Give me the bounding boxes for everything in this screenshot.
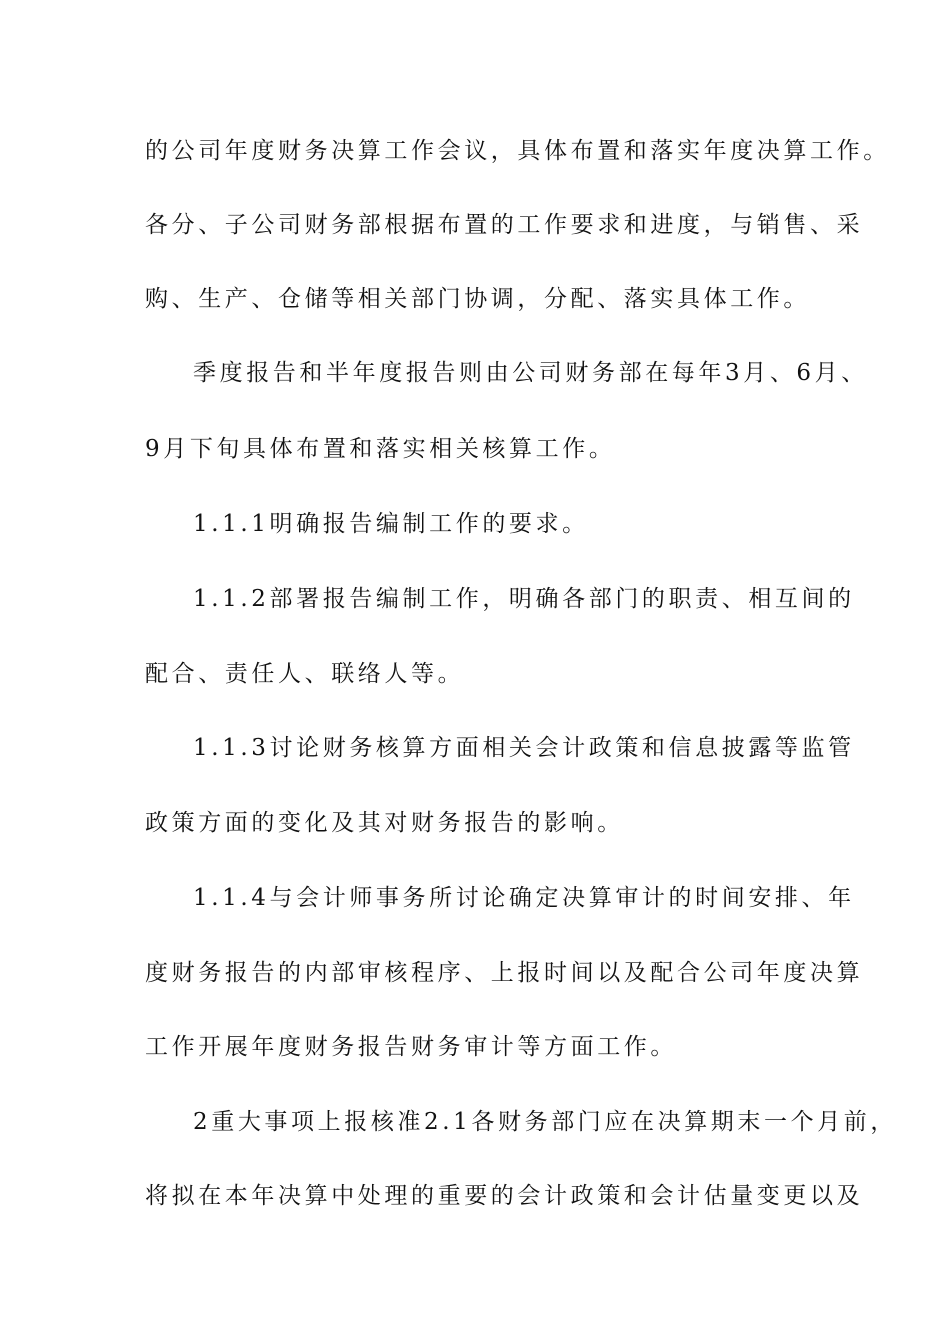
text-line: 将拟在本年决算中处理的重要的会计政策和会计估量变更以及 bbox=[145, 1183, 864, 1209]
paragraph-start-line: 1.1.2部署报告编制工作，明确各部门的职责、相互间的 bbox=[193, 586, 855, 612]
text-line: 各分、子公司财务部根据布置的工作要求和进度，与销售、采 bbox=[145, 212, 864, 238]
paragraph-start-line: 1.1.1明确报告编制工作的要求。 bbox=[193, 511, 589, 537]
paragraph-start-line: 2重大事项上报核准2.1各财务部门应在决算期末一个月前， bbox=[193, 1109, 898, 1135]
paragraph-start-line: 季度报告和半年度报告则由公司财务部在每年3月、6月、 bbox=[193, 360, 868, 386]
text-line: 配合、责任人、联络人等。 bbox=[145, 661, 465, 687]
text-line: 9月下旬具体布置和落实相关核算工作。 bbox=[145, 436, 616, 462]
text-line: 度财务报告的内部审核程序、上报时间以及配合公司年度决算 bbox=[145, 960, 864, 986]
paragraph-start-line: 1.1.3讨论财务核算方面相关会计政策和信息披露等监管 bbox=[193, 735, 855, 761]
text-line: 政策方面的变化及其对财务报告的影响。 bbox=[145, 810, 624, 836]
text-line: 购、生产、仓储等相关部门协调，分配、落实具体工作。 bbox=[145, 286, 810, 312]
text-line: 的公司年度财务决算工作会议，具体布置和落实年度决算工作。 bbox=[145, 138, 890, 164]
paragraph-start-line: 1.1.4与会计师事务所讨论确定决算审计的时间安排、年 bbox=[193, 885, 855, 911]
text-line: 工作开展年度财务报告财务审计等方面工作。 bbox=[145, 1034, 677, 1060]
